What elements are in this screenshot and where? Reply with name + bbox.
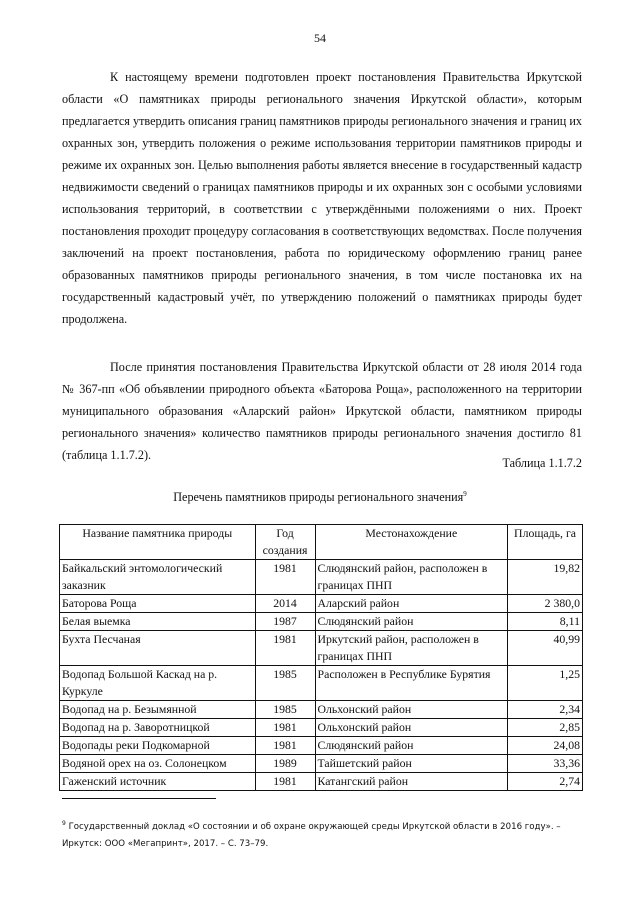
cell-location: Ольхонский район [315,719,508,737]
table-caption [0,490,640,505]
cell-location: Слюдянский район, расположен в границах ПНП [315,560,508,595]
cell-location: Аларский район [315,595,508,613]
cell-year: 1981 [255,631,315,666]
table-row [60,666,583,701]
page-number: 54 [314,31,326,45]
footnote [62,815,582,853]
cell-year: 1981 [255,560,315,595]
cell-area: 24,08 [508,737,583,755]
cell-location: Слюдянский район [315,737,508,755]
cell-location: Слюдянский район [315,613,508,631]
table-row [60,701,583,719]
cell-location: Ольхонский район [315,701,508,719]
table-header-row [60,525,583,560]
nature-monuments-table [59,524,583,791]
paragraph: После принятия постановления Правительства Иркутской области от 28 июля 2014 года № 367-пп «Об объявлении природного объекта «Баторова Роща», расположенного на территории муниципального образования «Аларский район» Иркутской области, памятником природы регионального значения» количество памятников природы регионального значения достигло 81 (таблица 1.1.7.2). [62,360,582,462]
table-row [60,737,583,755]
table-row [60,755,583,773]
cell-name: Водопад на р. Заворотницкой [60,719,256,737]
cell-year: 1985 [255,666,315,701]
cell-year: 1989 [255,755,315,773]
cell-name: Баторова Роща [60,595,256,613]
cell-name: Водопад Большой Каскад на р. Куркуле [60,666,256,701]
table-row [60,631,583,666]
header-location: Местонахождение [315,525,508,560]
cell-area: 2,85 [508,719,583,737]
footnote-separator [62,798,216,799]
cell-name: Байкальский энтомологический заказник [60,560,256,595]
header-name: Название памятника природы [60,525,256,560]
cell-year: 1981 [255,773,315,791]
cell-area: 2,74 [508,773,583,791]
footnote-mark: 9 [62,820,66,827]
cell-year: 1987 [255,613,315,631]
cell-name: Бухта Песчаная [60,631,256,666]
cell-area: 19,82 [508,560,583,595]
cell-area: 33,36 [508,755,583,773]
cell-location: Катангский район [315,773,508,791]
cell-year: 1981 [255,737,315,755]
cell-name: Водяной орех на оз. Солонецком [60,755,256,773]
table-row [60,719,583,737]
paragraph: К настоящему времени подготовлен проект постановления Правительства Иркутской области «О памятниках природы регионального значения Иркутской области», которым предлагается утвердить описания границ памятников природы регионального значения и границ их охранных зон, утвердить положения о режиме использования территории памятников природы и режиме их охранных зон. Целью выполнения работы является внесение в государственный кадастр недвижимости сведений о границах памятников природы и их охранных зон с особыми условиями использования территорий, в соответствии с утверждёнными положениями о них. Проект постановления проходит процедуру согласования в соответствующих ведомствах. После получения заключений на проект постановления, работа по юридическому оформлению границ ранее образованных памятников природы регионального значения, в том числе постановка их на государственный кадастровый учёт, по утверждению положений о памятниках природы будет продолжена. [62,70,582,326]
table-row [60,560,583,595]
cell-area: 2 380,0 [508,595,583,613]
cell-year: 2014 [255,595,315,613]
footnote-text: Государственный доклад «О состоянии и об охране окружающей среды Иркутской области в 2016 году». – Иркутск: ООО «Мегапринт», 2017. – С. 73–79. [62,821,561,849]
cell-area: 1,25 [508,666,583,701]
cell-name: Гаженский источник [60,773,256,791]
cell-name: Водопад на р. Безымянной [60,701,256,719]
cell-area: 8,11 [508,613,583,631]
table-label: Таблица 1.1.7.2 [502,456,582,470]
footnote-reference: 9 [463,490,467,498]
cell-name: Водопады реки Подкомарной [60,737,256,755]
table-row [60,613,583,631]
cell-location: Тайшетский район [315,755,508,773]
table-caption-text: Перечень памятников природы регионального значения [173,490,464,505]
header-year: Год создания [255,525,315,560]
table-row [60,773,583,791]
cell-area: 2,34 [508,701,583,719]
cell-year: 1985 [255,701,315,719]
cell-location: Иркутский район, расположен в границах ПНП [315,631,508,666]
cell-year: 1981 [255,719,315,737]
cell-name: Белая выемка [60,613,256,631]
cell-location: Расположен в Республике Бурятия [315,666,508,701]
header-area: Площадь, га [508,525,583,560]
table-row [60,595,583,613]
cell-area: 40,99 [508,631,583,666]
